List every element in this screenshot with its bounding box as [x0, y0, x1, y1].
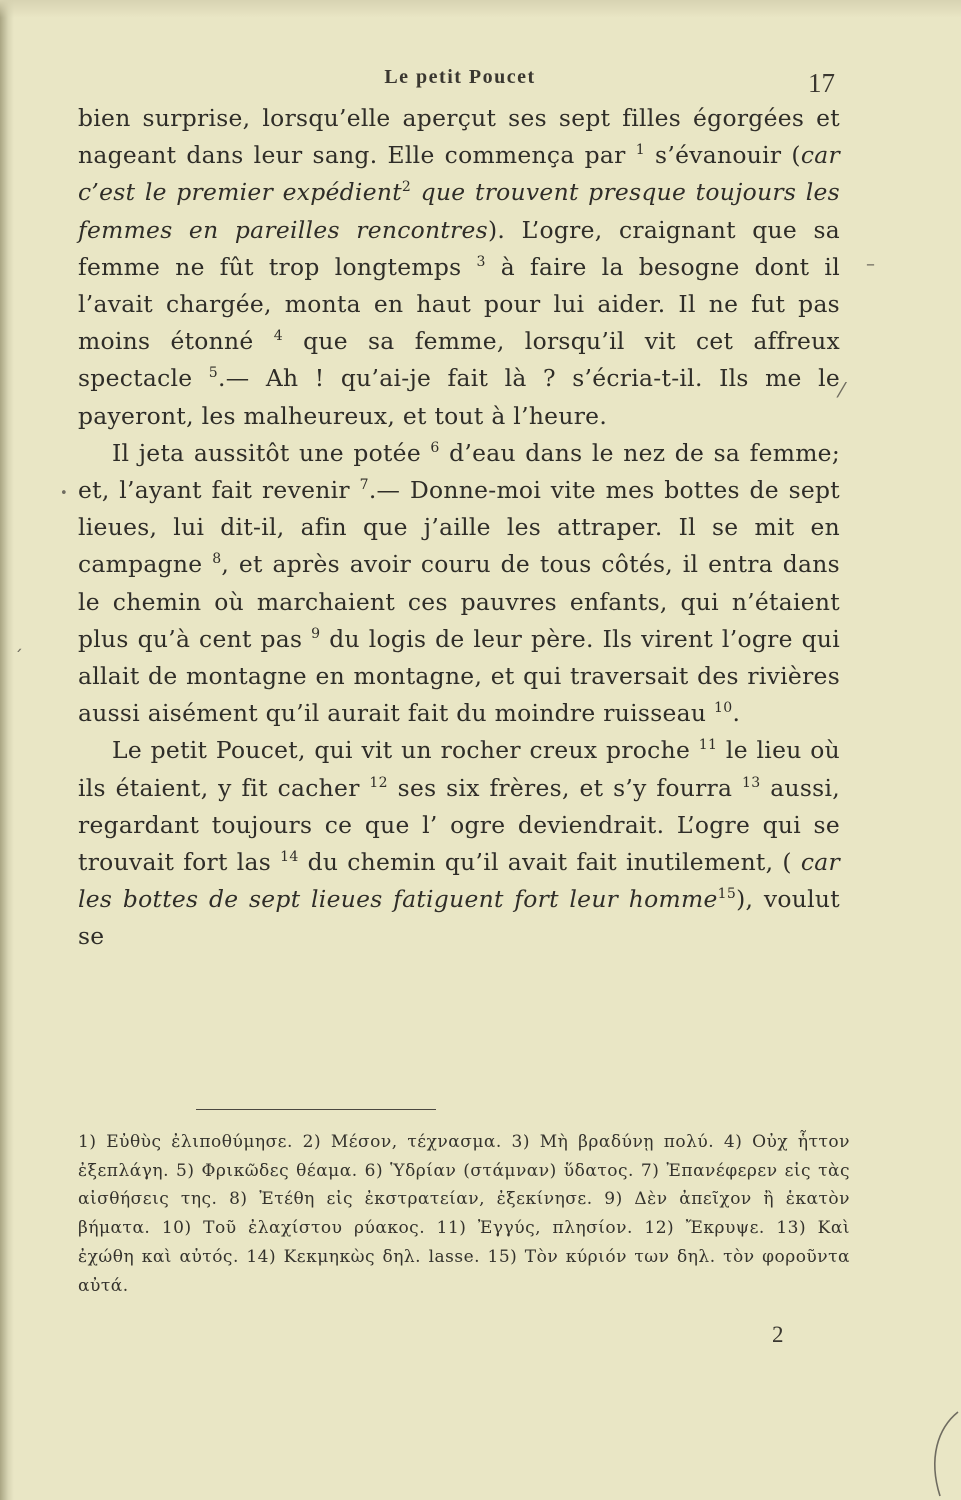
footnote-reference: 2	[401, 179, 412, 196]
italic-text: que trouvent presque toujours les femmes en pareilles rencontres	[78, 178, 840, 244]
footnote-reference: 15	[717, 886, 737, 903]
page-top-shadow	[0, 0, 961, 18]
pencil-mark: ⁄	[840, 378, 844, 402]
italic-text: car les bottes de sept lieues fatiguent fort leur homme	[78, 848, 840, 914]
footnote-reference: 1	[635, 142, 645, 159]
footnote-reference: 5	[208, 365, 219, 382]
paragraph: Il jeta aussitôt une potée $^6$ d’eau dans le nez de sa femme; et, l’ayant fait revenir $^7$.— Donne-moi vite mes bottes de sept lieues, lui dit-il, afin que j’aille les attraper. Il se mit en campagne $^8$, et après avoir couru de tous côtés, il entra dans le chemin où marchaient ces pauvres enfants, qui n’étaient plus qu’à cent pas $^9$ du logis de leur père. Ils virent l’ogre qui allait de montagne en montagne, et qui traversait des rivières aussi aisément qu’il aurait fait du moindre ruisseau $^{10}$.	[78, 438, 841, 728]
footnote-reference: 7	[359, 477, 369, 494]
footnote-reference: 12	[369, 774, 388, 791]
page-header	[0, 66, 961, 96]
footnote-reference: 11	[698, 737, 718, 754]
footnote-reference: 4	[273, 328, 283, 345]
pencil-mark: ˏ	[14, 632, 23, 653]
footnote-separator	[196, 1109, 436, 1110]
footnote-reference: 14	[280, 849, 299, 866]
signature-mark: 2	[772, 1322, 784, 1347]
paragraph: bien surprise, lorsqu’elle aperçut ses sept filles égorgées et nageant dans leur sang. Elle commença par $^1$ s’évanouir (car c’est le premier expédient$^2$ que trouvent presque toujours les femmes en pareilles rencontres). L’ogre, craignant que sa femme ne fût trop longtemps $^3$ à faire la besogne dont il l’avait chargée, monta en haut pour lui aider. Il ne fut pas moins étonné $^4$ que sa femme, lorsqu’il vit cet affreux spectacle $^5$.— Ah ! qu’ai-je fait là ? s’écria-t-il. Ils me le payeront, les malheureux, et tout à l’heure.	[78, 104, 841, 430]
footnote-reference: 3	[476, 254, 486, 271]
paragraph: Le petit Poucet, qui vit un rocher creux proche $^{11}$ le lieu où ils étaient, y fit cacher $^{12}$ ses six frères, et s’y fourra $^{13}$ aussi, regardant toujours ce que l’ ogre deviendrait. L’ogre qui se trouvait fort las $^{14}$ du chemin qu’il avait fait inutilement, ( car les bottes de sept lieues fatiguent fort leur homme$^{15}$), voulut se	[78, 736, 841, 951]
running-head: Le petit Poucet	[384, 66, 536, 88]
main-text	[78, 100, 840, 956]
footnote-reference: 10	[714, 700, 733, 717]
page-edge-shadow	[0, 0, 14, 1500]
page-curl-mark	[918, 1408, 961, 1500]
footnote-reference: 13	[742, 774, 761, 791]
footnote-reference: 9	[311, 626, 321, 643]
pencil-mark: •	[60, 486, 68, 501]
footnote-reference: 6	[430, 440, 440, 457]
footnotes: 1) Εὐθὺς ἐλιποθύμησε. 2) Μέσον, τέχνασμα. 3) Μὴ βραδύνῃ πολύ. 4) Οὐχ ἧττον ἐξεπλάγη. 5) Φρικῶδες θέαμα. 6) Ὑδρίαν (στάμναν) ὕδατος. 7) Ἐπανέφερεν εἰς τὰς αἰσθήσεις της. 8) Ἐτέθη εἰς ἐκστρατείαν, ἐξεκίνησε. 9) Δὲν ἀπεῖχον ἢ ἑκατὸν βήματα. 10) Τοῦ ἐλαχίστου ρύακος. 11) Ἐγγύς, πλησίον. 12) Ἔκρυψε. 13) Καὶ ἐχώθη καὶ αὐτός. 14) Κεκμηκὼς δηλ. lasse. 15) Τὸν κύριόν των δηλ. τὸν φοροῦντα αὐτά.	[78, 1132, 850, 1296]
page-number: 17	[808, 68, 835, 98]
footnote-reference: 8	[212, 551, 222, 568]
pencil-mark: –	[866, 254, 875, 275]
italic-text: car c’est le premier expédient	[78, 141, 840, 207]
